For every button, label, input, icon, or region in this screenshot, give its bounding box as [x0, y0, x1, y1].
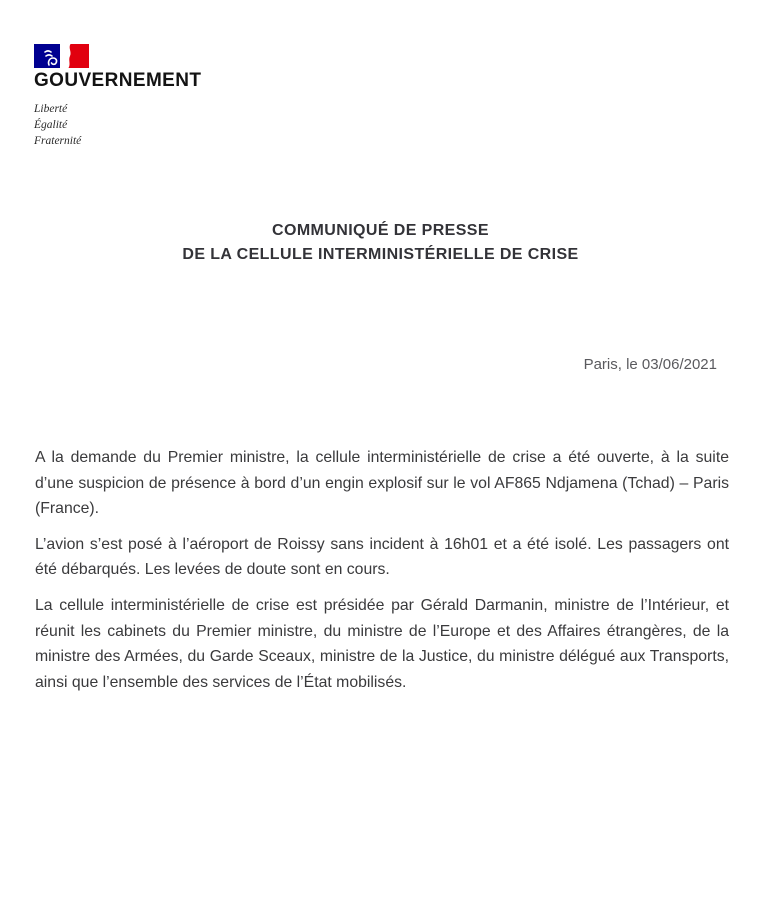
paragraph-2: L’avion s’est posé à l’aéroport de Roissy sans incident à 16h01 et a été isolé. Les passagers ont été débarqués. Les levées de doute sont en cours.	[35, 535, 729, 579]
motto-line-fraternite: Fraternité	[34, 135, 82, 147]
french-flag-marianne-icon	[34, 44, 89, 68]
brand-name: GOUVERNEMENT	[34, 70, 202, 91]
paragraph-1: A la demande du Premier ministre, la cellule interministérielle de crise a été ouverte, à la suite d’une suspicion de présence à bord d’un engin explosif sur le vol AF865 Ndjamena (Tchad) – Paris (France).	[35, 449, 729, 518]
dateline: Paris, le 03/06/2021	[583, 356, 717, 373]
republic-motto	[34, 101, 201, 149]
motto-line-egalite: Égalité	[34, 119, 68, 131]
press-release-title	[0, 219, 761, 266]
title-line-2: DE LA CELLULE INTERMINISTÉRIELLE DE CRISE	[182, 245, 579, 263]
title-line-1: COMMUNIQUÉ DE PRESSE	[272, 222, 489, 239]
paragraph-3: La cellule interministérielle de crise est présidée par Gérald Darmanin, ministre de l’Intérieur, et réunit les cabinets du Premier ministre, du ministre de l’Europe et des Affaires étrangères, de la ministre des Armées, du Garde Sceaux, ministre de la Justice, du ministre délégué aux Transports, ainsi que l’ensemble des services de l’État mobilisés.	[35, 596, 729, 691]
government-logo	[34, 44, 201, 149]
press-release-body	[35, 445, 729, 705]
motto-line-liberte: Liberté	[34, 103, 68, 115]
